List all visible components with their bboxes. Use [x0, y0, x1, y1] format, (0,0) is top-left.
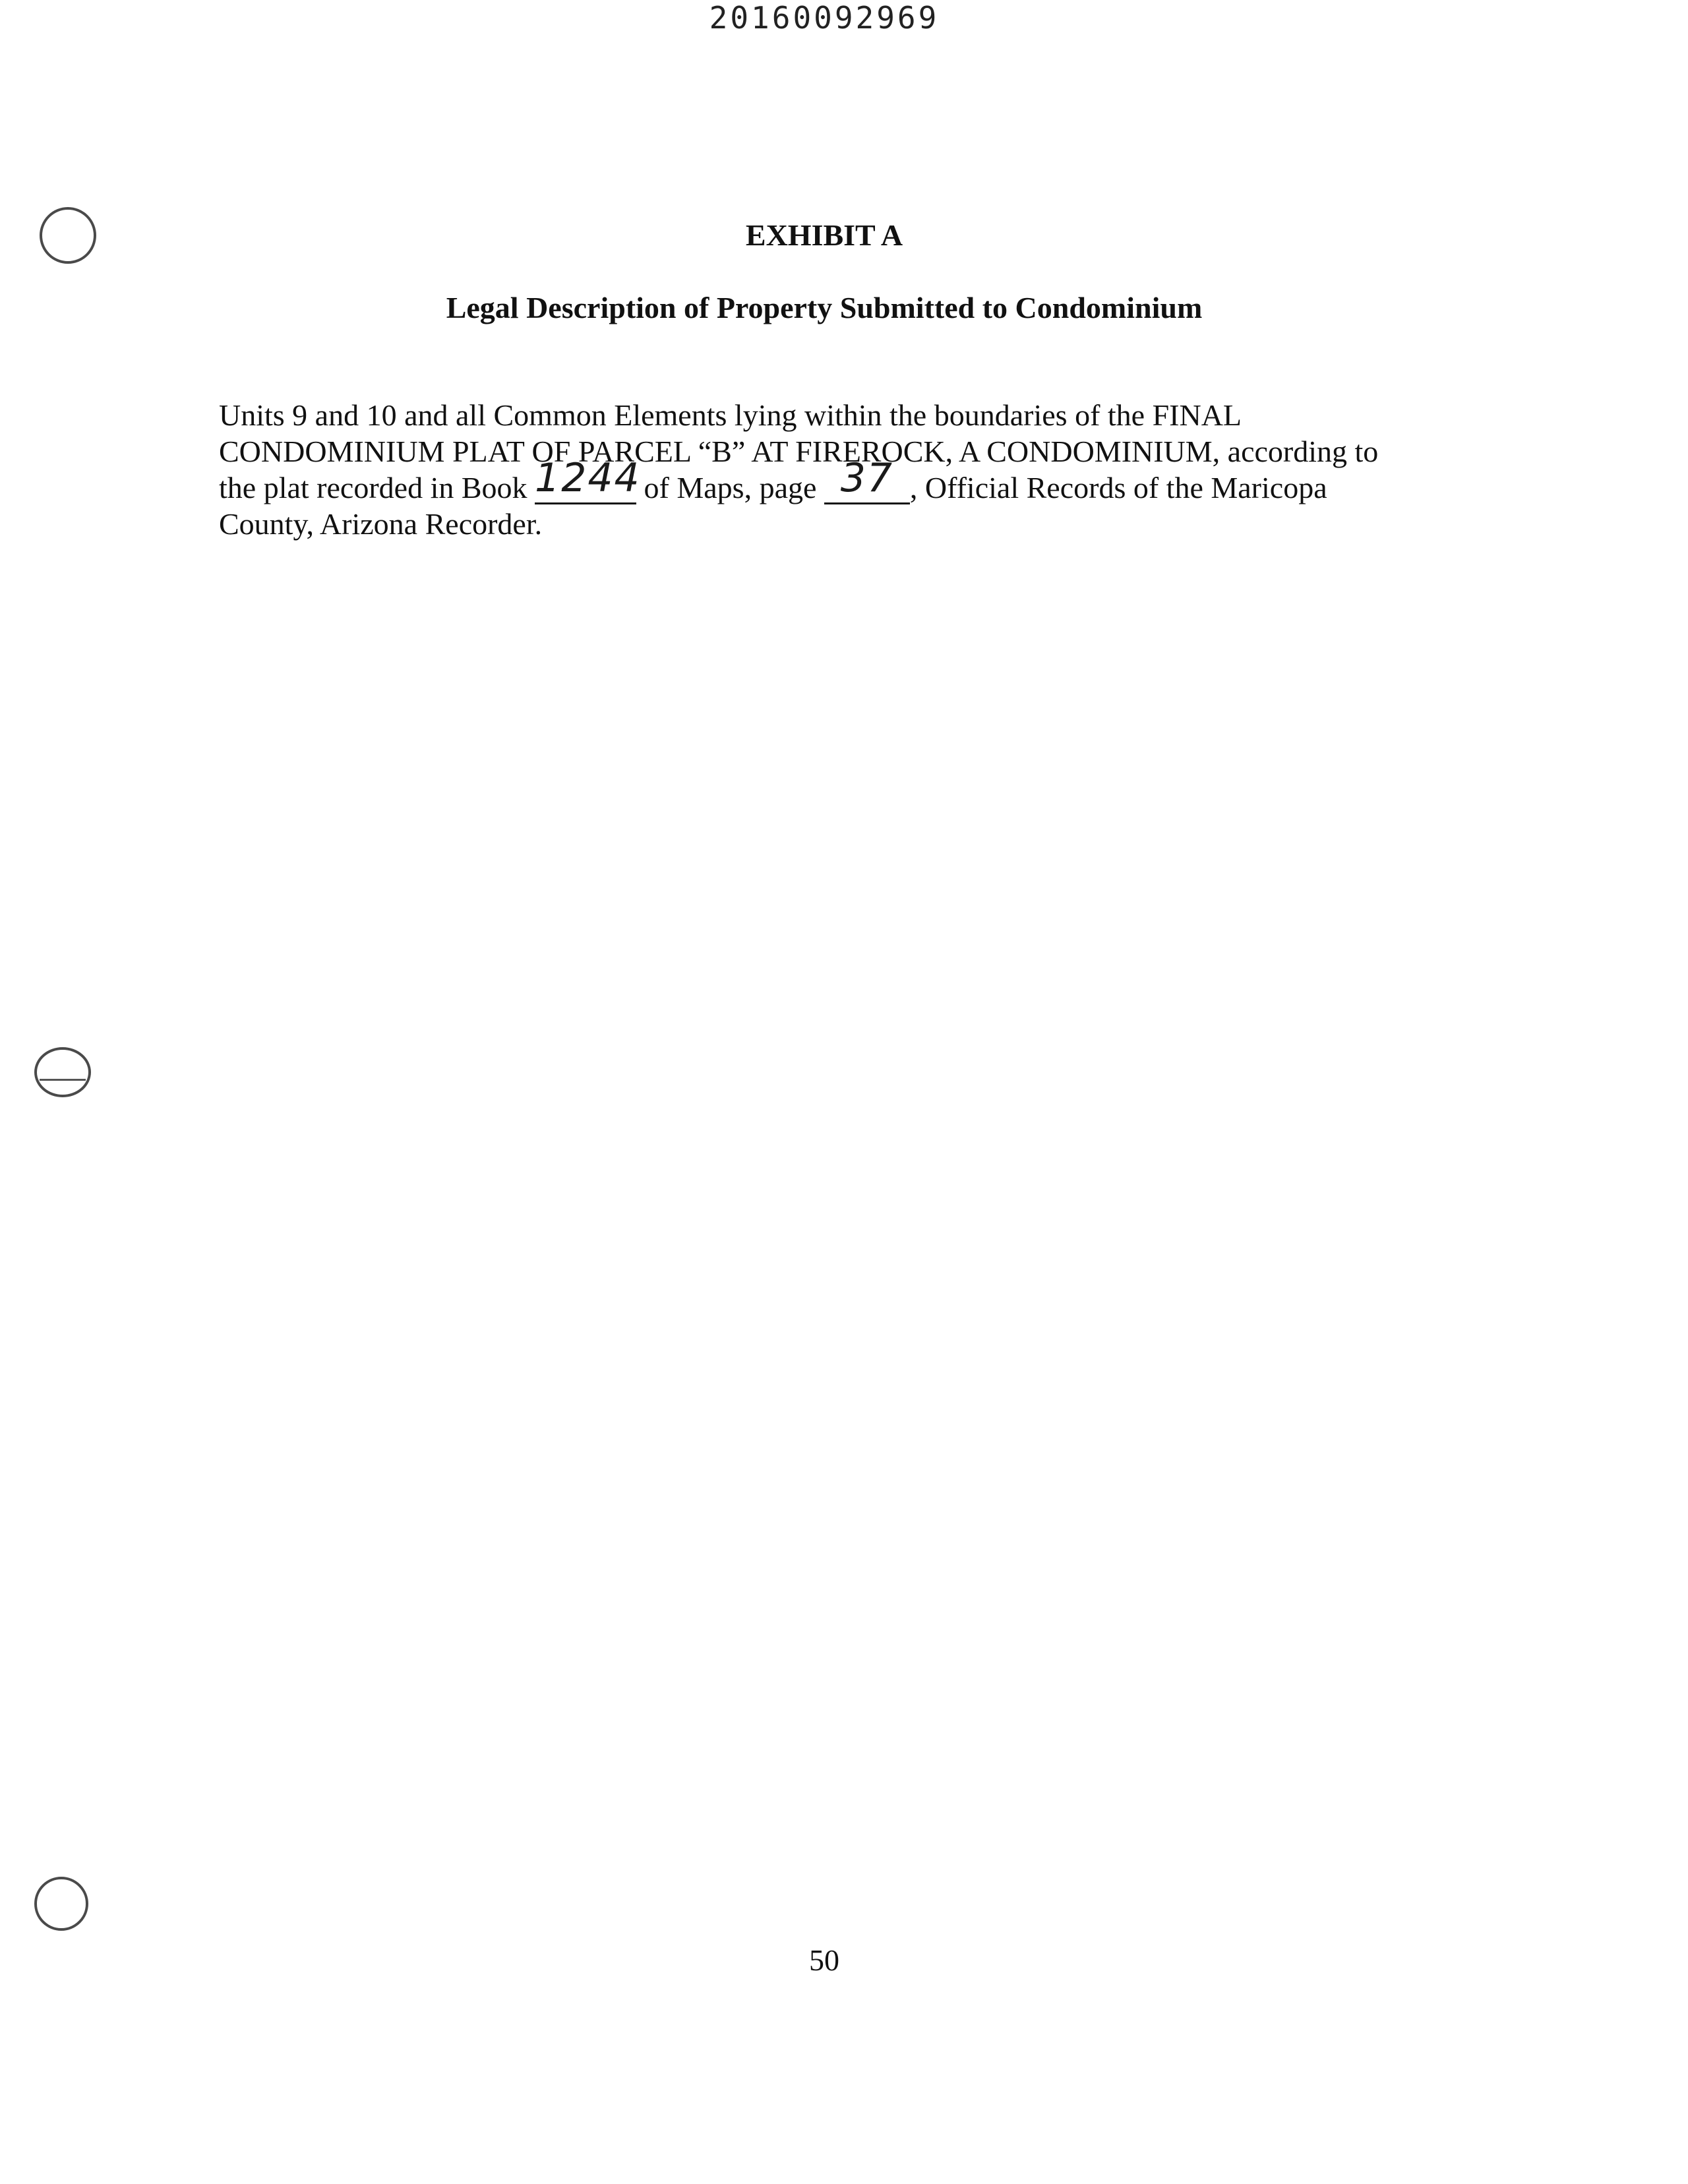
- paragraph-line-1: Units 9 and 10 and all Common Elements lying within the boundaries of the FINAL: [219, 398, 1242, 432]
- punch-hole-bottom: [34, 1877, 88, 1931]
- exhibit-subtitle: Legal Description of Property Submitted to Condominium: [446, 291, 1203, 324]
- exhibit-title: EXHIBIT A: [745, 218, 903, 252]
- line-3-text-middle: of Maps, page: [636, 471, 824, 504]
- paragraph-line-3: [219, 455, 1538, 506]
- paragraph-line-2: CONDOMINIUM PLAT OF PARCEL “B” AT FIREROCK, A CONDOMINIUM, according to: [219, 435, 1379, 468]
- book-number-handwritten: 1244: [535, 455, 641, 501]
- line-3-text-start: the plat recorded in Book: [219, 471, 535, 504]
- paragraph-line-4: County, Arizona Recorder.: [219, 507, 543, 541]
- book-number-blank: [535, 455, 641, 504]
- legal-description-paragraph: [219, 397, 1538, 542]
- punch-hole-middle: [34, 1047, 91, 1097]
- page-number: 50: [809, 1943, 839, 1977]
- page-number-blank: [824, 455, 910, 504]
- recording-number: 20160092969: [709, 0, 940, 36]
- line-3-text-end: , Official Records of the Maricopa: [909, 471, 1327, 504]
- page-number-handwritten: 37: [840, 455, 894, 501]
